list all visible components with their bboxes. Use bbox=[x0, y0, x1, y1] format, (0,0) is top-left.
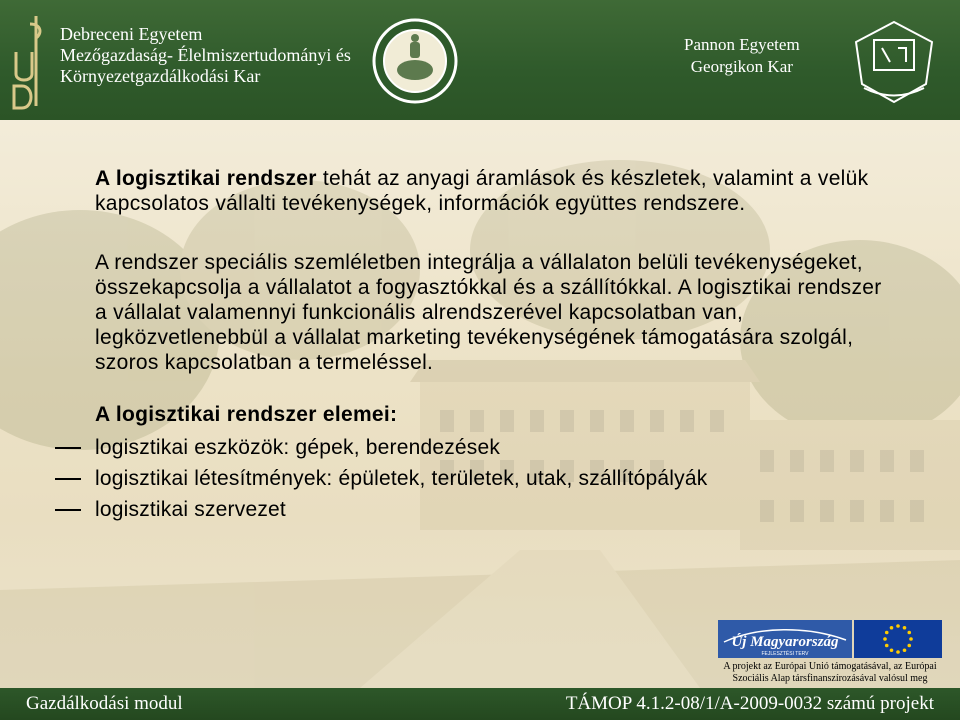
dash-bullet-icon bbox=[55, 509, 81, 511]
list-item bbox=[95, 435, 895, 460]
faculty-seal-icon bbox=[372, 18, 458, 104]
eu-funding-block bbox=[714, 616, 946, 688]
pannon-university-name: Pannon Egyetem bbox=[684, 35, 800, 54]
eu-star-icon bbox=[903, 626, 907, 630]
slide-body bbox=[0, 120, 960, 688]
definition-paragraph bbox=[95, 166, 895, 216]
ud-logo-icon bbox=[6, 10, 54, 112]
faculty-name-line-1: Mezőgazdaság- Élelmiszertudományi és bbox=[60, 45, 351, 65]
module-name: Gazdálkodási modul bbox=[26, 693, 183, 714]
eu-star-icon bbox=[890, 626, 894, 630]
georgikon-faculty-name: Georgikon Kar bbox=[690, 57, 793, 76]
eu-star-icon bbox=[903, 648, 907, 652]
integration-paragraph: A rendszer speciális szemléletben integrálja a vállalaton belüli tevékenységeket, összekapcsolja a vállalatot a fogyasztókkal és a szállítókkal. A logisztikai rendszer a vállalat valamennyi funkcionális alrendszerével kapcsolatban van, legközvetlenebbül a vállalat marketing tevékenységének támogatására szolgál, szoros kapcsolatban a termeléssel. bbox=[95, 251, 882, 374]
header-banner bbox=[0, 0, 960, 120]
eu-star-icon bbox=[885, 644, 889, 648]
eu-star-icon bbox=[890, 648, 894, 652]
list-item-text: logisztikai eszközök: gépek, berendezések bbox=[95, 436, 501, 459]
footer-bar bbox=[0, 688, 960, 720]
definition-text: tehát az anyagi áramlások és készletek, valamint a velük kapcsolatos vállalti tevékenységek, információk együttes rendszere. bbox=[95, 167, 869, 215]
uj-magyarorszag-logo-subtext: FEJLESZTÉSI TERV bbox=[761, 651, 809, 657]
list-item-text: logisztikai létesítmények: épületek, területek, utak, szállítópályák bbox=[95, 467, 708, 490]
dash-bullet-icon bbox=[55, 478, 81, 480]
pannon-crest-icon bbox=[846, 18, 942, 106]
debrecen-university-title bbox=[60, 24, 351, 87]
eu-star-icon bbox=[896, 650, 900, 654]
eu-star-icon bbox=[883, 637, 887, 641]
faculty-name-line-2: Környezetgazdálkodási Kar bbox=[60, 66, 261, 86]
definition-term: A logisztikai rendszer bbox=[95, 167, 317, 190]
list-item bbox=[95, 466, 895, 491]
university-name: Debreceni Egyetem bbox=[60, 24, 203, 44]
slide-content bbox=[95, 166, 895, 528]
eu-star-icon bbox=[885, 631, 889, 635]
uj-magyarorszag-logo bbox=[718, 620, 852, 658]
project-id: TÁMOP 4.1.2-08/1/A-2009-0032 számú projekt bbox=[565, 693, 934, 714]
uj-magyarorszag-logo-text: Új Magyarország bbox=[731, 634, 839, 650]
eu-funding-note: A projekt az Európai Unió támogatásával, az Európai Szociális Alap társfinanszírozásával valósul meg bbox=[723, 661, 937, 684]
dash-bullet-icon bbox=[55, 447, 81, 449]
list-item bbox=[95, 497, 895, 522]
eu-star-icon bbox=[896, 624, 900, 628]
eu-flag-icon bbox=[854, 620, 942, 658]
elements-heading: A logisztikai rendszer elemei: bbox=[95, 403, 398, 426]
eu-star-icon bbox=[907, 644, 911, 648]
eu-star-icon bbox=[907, 631, 911, 635]
pannon-university-title bbox=[684, 34, 800, 78]
eu-star-icon bbox=[909, 637, 913, 641]
list-item-text: logisztikai szervezet bbox=[95, 498, 286, 521]
